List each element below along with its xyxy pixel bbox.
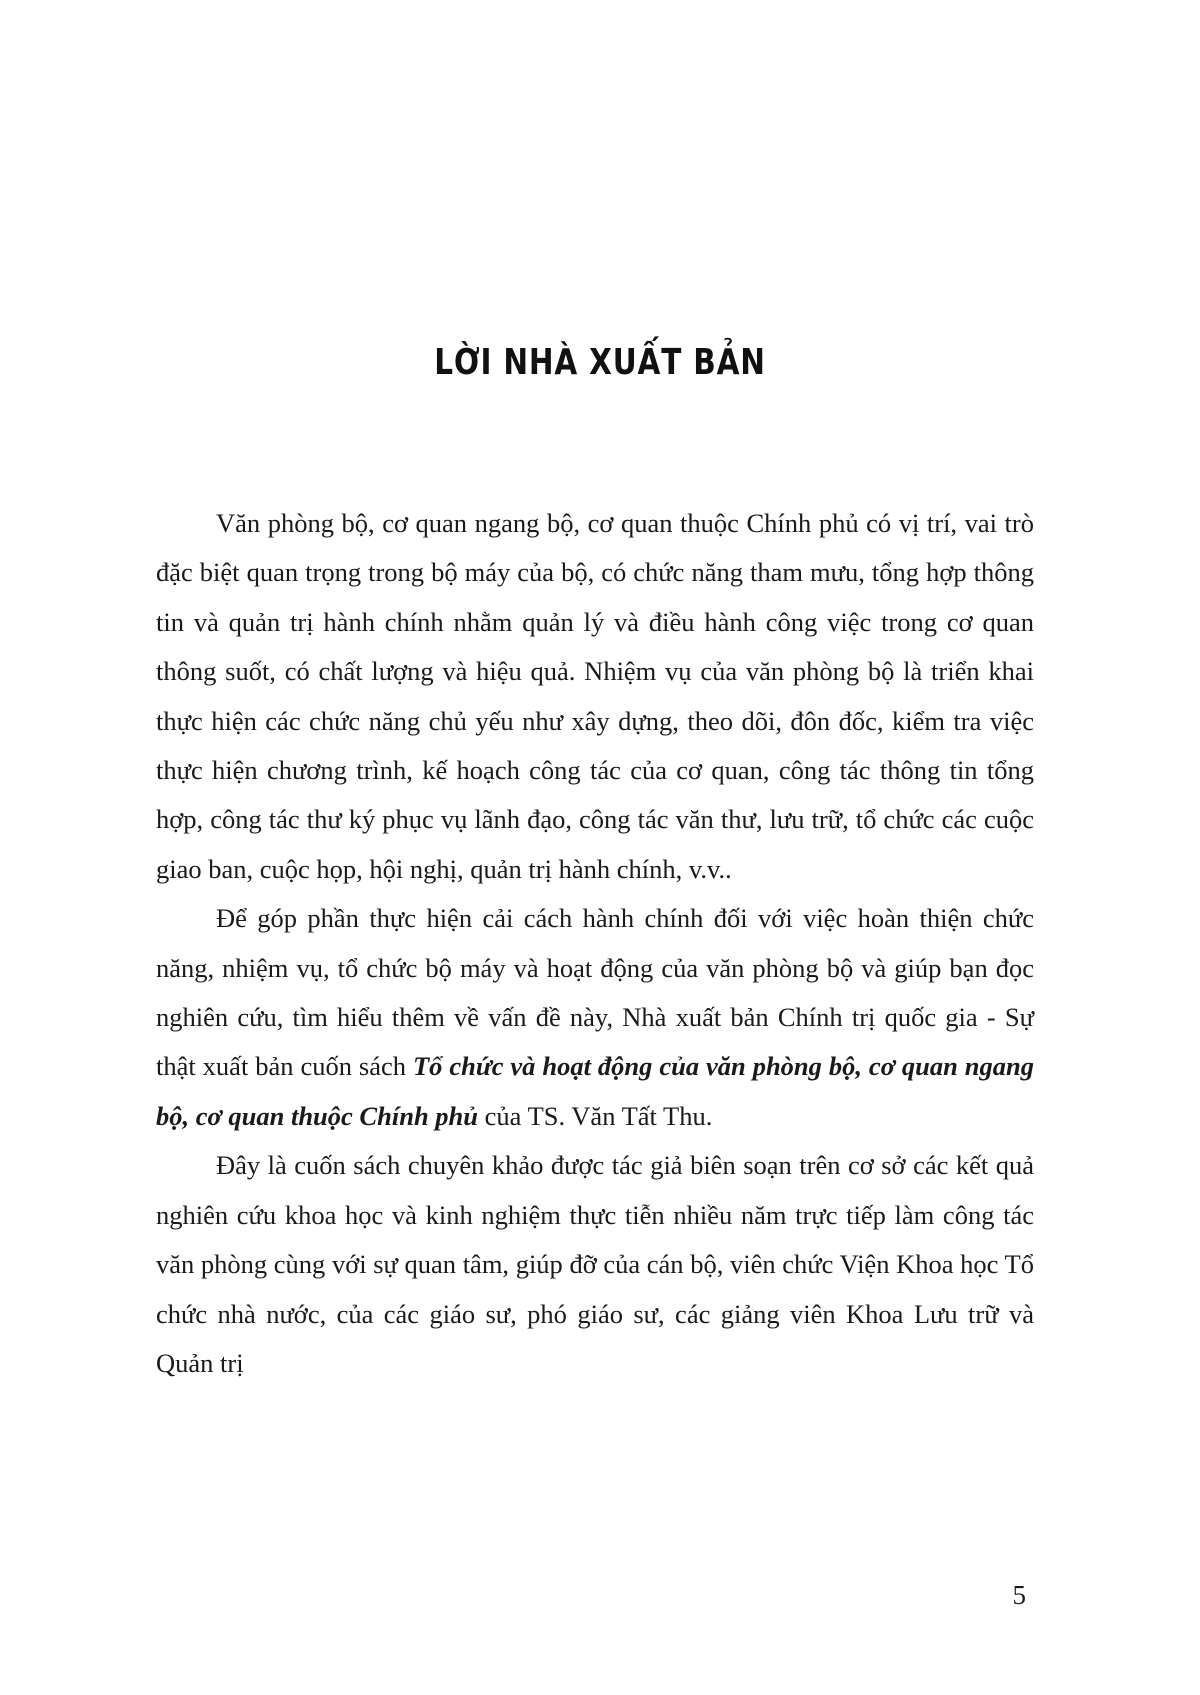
paragraph-2: [156, 894, 1034, 1141]
paragraph-2-intro: Để góp phần thực hiện cải cách hành chính đối với việc hoàn thiện chức năng, nhiệm vụ, tổ chức bộ máy và hoạt động của văn phòng bộ và giúp bạn đọc nghiên cứu, tìm hiểu thêm về vấn đề này, Nhà xuất bản Chính trị quốc gia - Sự thật xuất bản cuốn sách: [156, 903, 1034, 1082]
body-text: [156, 499, 1034, 1388]
paragraph-1: Văn phòng bộ, cơ quan ngang bộ, cơ quan thuộc Chính phủ có vị trí, vai trò đặc biệt quan trọng trong bộ máy của bộ, có chức năng tham mưu, tổng hợp thông tin và quản trị hành chính nhằm quản lý và điều hành công việc trong cơ quan thông suốt, có chất lượng và hiệu quả. Nhiệm vụ của văn phòng bộ là triển khai thực hiện các chức năng chủ yếu như xây dựng, theo dõi, đôn đốc, kiểm tra việc thực hiện chương trình, kế hoạch công tác của cơ quan, công tác thông tin tổng hợp, công tác thư ký phục vụ lãnh đạo, công tác văn thư, lưu trữ, tổ chức các cuộc giao ban, cuộc họp, hội nghị, quản trị hành chính, v.v..: [156, 508, 1034, 884]
page-number: 5: [1012, 1580, 1026, 1610]
book-title: Tổ chức và hoạt động của văn phòng bộ, cơ quan ngang bộ, cơ quan thuộc Chính phủ: [156, 1051, 1034, 1131]
page-title: LỜI NHÀ XUẤT BẢN: [434, 342, 766, 383]
paragraph-3: Đây là cuốn sách chuyên khảo được tác giả biên soạn trên cơ sở các kết quả nghiên cứu khoa học và kinh nghiệm thực tiễn nhiều năm trực tiếp làm công tác văn phòng cùng với sự quan tâm, giúp đỡ của cán bộ, viên chức Viện Khoa học Tổ chức nhà nước, của các giáo sư, phó giáo sư, các giảng viên Khoa Lưu trữ và Quản trị: [156, 1150, 1034, 1378]
paragraph-2-author: của TS. Văn Tất Thu.: [478, 1100, 713, 1131]
